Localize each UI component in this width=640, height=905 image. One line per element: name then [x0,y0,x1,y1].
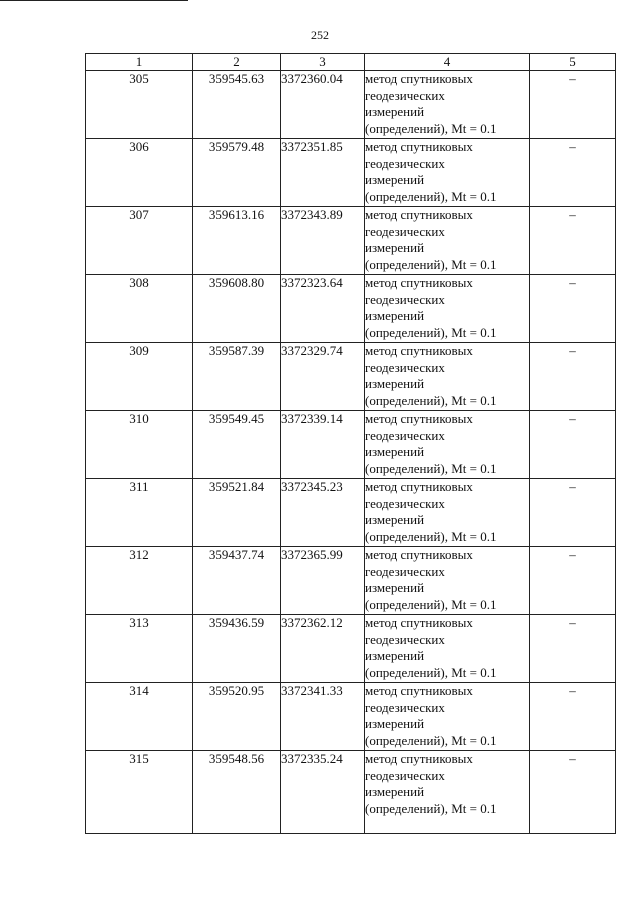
coordinate-y-cell: 3372341.33 [281,683,365,751]
method-cell [365,139,530,207]
coordinate-y-cell: 3372351.85 [281,139,365,207]
coordinate-y-cell: 3372362.12 [281,615,365,683]
method-line: метод спутниковых [365,343,473,358]
coordinate-y-cell: 3372345.23 [281,479,365,547]
header-col-3: 3 [281,54,365,71]
method-line: (определений), Mt = 0.1 [365,120,497,136]
note-cell: – [530,411,616,479]
coordinate-y-cell: 3372323.64 [281,275,365,343]
method-cell [365,683,530,751]
method-cell [365,479,530,547]
method-line: геодезических [365,699,445,715]
coordinate-x-cell: 359520.95 [193,683,281,751]
coordinate-y-cell: 3372335.24 [281,751,365,834]
method-line: измерений [365,580,425,595]
coordinate-x-cell: 359579.48 [193,139,281,207]
method-line: (определений), Mt = 0.1 [365,188,497,204]
coordinate-y-cell: 3372339.14 [281,411,365,479]
coordinate-x-cell: 359548.56 [193,751,281,834]
point-number-cell: 306 [86,139,193,207]
method-line: (определений), Mt = 0.1 [365,800,497,816]
method-line: (определений), Mt = 0.1 [365,256,497,272]
point-number-cell: 305 [86,71,193,139]
method-line: геодезических [365,359,445,375]
point-number-cell: 313 [86,615,193,683]
method-line: (определений), Mt = 0.1 [365,596,497,612]
table-body [86,71,616,834]
method-cell [365,71,530,139]
method-cell [365,751,530,834]
method-line: метод спутниковых [365,207,473,222]
page-number: 252 [311,28,329,42]
method-cell [365,275,530,343]
header-col-5: 5 [530,54,616,71]
method-line: метод спутниковых [365,71,473,86]
table-row [86,207,616,275]
method-line: геодезических [365,87,445,103]
method-cell [365,615,530,683]
point-number-cell: 309 [86,343,193,411]
method-line: метод спутниковых [365,615,473,630]
point-number-cell: 315 [86,751,193,834]
method-line: метод спутниковых [365,479,473,494]
method-line: измерений [365,512,425,527]
method-line: (определений), Mt = 0.1 [365,664,497,680]
method-cell [365,343,530,411]
note-cell: – [530,207,616,275]
table-row [86,683,616,751]
method-line: геодезических [365,223,445,239]
coordinate-x-cell: 359437.74 [193,547,281,615]
note-cell: – [530,751,616,834]
note-cell: – [530,479,616,547]
coordinate-y-cell: 3372365.99 [281,547,365,615]
note-cell: – [530,139,616,207]
table-header-row [86,54,616,71]
coordinate-y-cell: 3372343.89 [281,207,365,275]
table-row [86,615,616,683]
method-line: (определений), Mt = 0.1 [365,732,497,748]
method-line: (определений), Mt = 0.1 [365,392,497,408]
method-line: метод спутниковых [365,683,473,698]
note-cell: – [530,343,616,411]
method-line: измерений [365,648,425,663]
coordinate-x-cell: 359549.45 [193,411,281,479]
method-line: измерений [365,104,425,119]
point-number-cell: 311 [86,479,193,547]
top-rule [0,0,188,1]
coordinate-x-cell: 359613.16 [193,207,281,275]
method-line: геодезических [365,155,445,171]
coordinate-x-cell: 359587.39 [193,343,281,411]
coordinate-x-cell: 359521.84 [193,479,281,547]
note-cell: – [530,547,616,615]
method-line: геодезических [365,291,445,307]
method-line: измерений [365,172,425,187]
coordinate-x-cell: 359608.80 [193,275,281,343]
table-row [86,71,616,139]
method-line: геодезических [365,631,445,647]
method-line: (определений), Mt = 0.1 [365,324,497,340]
method-line: измерений [365,784,425,799]
method-line: (определений), Mt = 0.1 [365,528,497,544]
method-line: метод спутниковых [365,139,473,154]
coordinate-x-cell: 359545.63 [193,71,281,139]
point-number-cell: 307 [86,207,193,275]
table-row [86,411,616,479]
method-line: геодезических [365,427,445,443]
method-line: метод спутниковых [365,411,473,426]
method-line: геодезических [365,495,445,511]
coordinate-y-cell: 3372360.04 [281,71,365,139]
note-cell: – [530,71,616,139]
method-line: измерений [365,240,425,255]
method-cell [365,547,530,615]
method-line: геодезических [365,767,445,783]
method-cell [365,207,530,275]
method-line: геодезических [365,563,445,579]
method-line: метод спутниковых [365,547,473,562]
table-row [86,275,616,343]
header-col-2: 2 [193,54,281,71]
method-line: метод спутниковых [365,751,473,766]
coordinate-y-cell: 3372329.74 [281,343,365,411]
note-cell: – [530,615,616,683]
note-cell: – [530,275,616,343]
method-line: измерений [365,308,425,323]
coordinates-table [85,53,616,834]
table-row [86,479,616,547]
point-number-cell: 308 [86,275,193,343]
table-row [86,343,616,411]
method-line: измерений [365,444,425,459]
method-line: измерений [365,716,425,731]
table-row [86,751,616,834]
table-row [86,139,616,207]
point-number-cell: 314 [86,683,193,751]
coordinate-x-cell: 359436.59 [193,615,281,683]
header-col-1: 1 [86,54,193,71]
note-cell: – [530,683,616,751]
method-line: измерений [365,376,425,391]
method-line: (определений), Mt = 0.1 [365,460,497,476]
method-line: метод спутниковых [365,275,473,290]
point-number-cell: 310 [86,411,193,479]
header-col-4: 4 [365,54,530,71]
point-number-cell: 312 [86,547,193,615]
table-row [86,547,616,615]
method-cell [365,411,530,479]
